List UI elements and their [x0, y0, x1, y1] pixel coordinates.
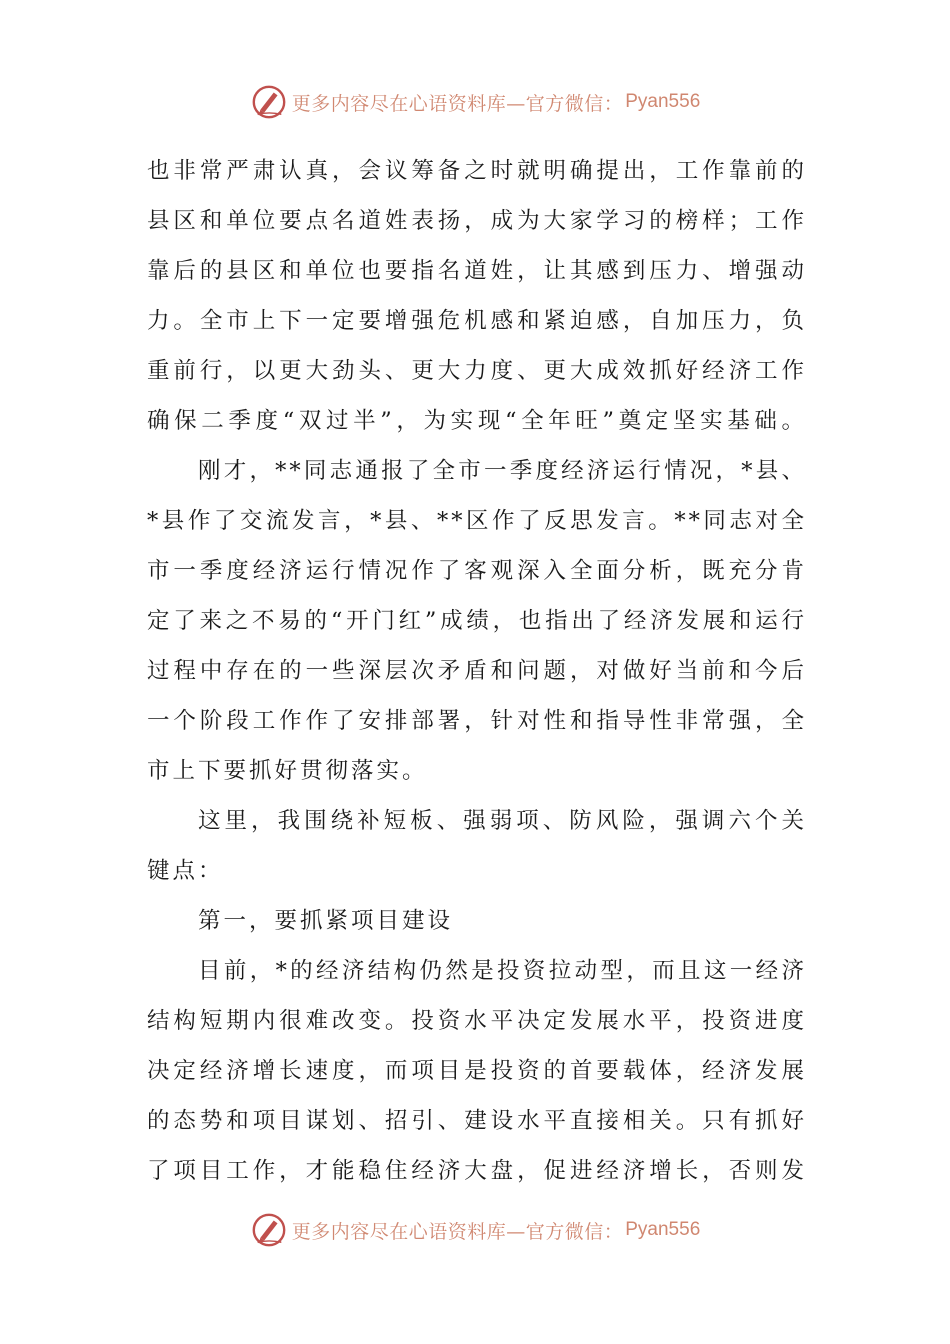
banner-text: 更多内容尽在心语资料库—官方微信：: [291, 1220, 624, 1243]
banner-wechat-id: Pyan556: [625, 1219, 701, 1240]
paragraph-continuation: 也非常严肃认真，会议筹备之时就明确提出，工作靠前的县区和单位要点名道姓表扬，成为大家学习的榜样；工作靠后的县区和单位也要指名道姓，让其感到压力、增强动力。全市上下一定要增强危机感和紧迫感，自加压力，负重前行，以更大劲头、更大力度、更大成效抓好经济工作确保二季度“双过半”，为实现“全年旺”奠定坚实基础。: [147, 158, 807, 434]
footer-banner: [0, 1210, 950, 1250]
paragraph-project-construction: 目前，*的经济结构仍然是投资拉动型，而且这一经济结构短期内很难改变。投资水平决定发展水平，投资进度决定经济增长速度，而项目是投资的首要载体，经济发展的态势和项目谋划、招引、建设水平直接相关。只有抓好了项目工作，才能稳住经济大盘，促进经济增长，否则发: [147, 958, 807, 1184]
banner-wechat-id: Pyan556: [625, 91, 701, 112]
paragraph-key-points-intro: 这里，我围绕补短板、强弱项、防风险，强调六个关键点：: [147, 808, 807, 884]
document-body: [147, 146, 807, 1196]
section-heading-1: 第一，要抓紧项目建设: [198, 908, 454, 934]
pen-seal-icon: [250, 1211, 288, 1249]
header-banner: [0, 82, 950, 122]
banner-text: 更多内容尽在心语资料库—官方微信：: [291, 92, 624, 115]
paragraph-meeting-summary: 刚才，**同志通报了全市一季度经济运行情况，*县、*县作了交流发言，*县、**区作了反思发言。**同志对全市一季度经济运行情况作了客观深入全面分析，既充分肯定了来之不易的“开门红”成绩，也指出了经济发展和运行过程中存在的一些深层次矛盾和问题，对做好当前和今后一个阶段工作作了安排部署，针对性和指导性非常强，全市上下要抓好贯彻落实。: [147, 458, 807, 784]
pen-seal-icon: [250, 83, 288, 121]
